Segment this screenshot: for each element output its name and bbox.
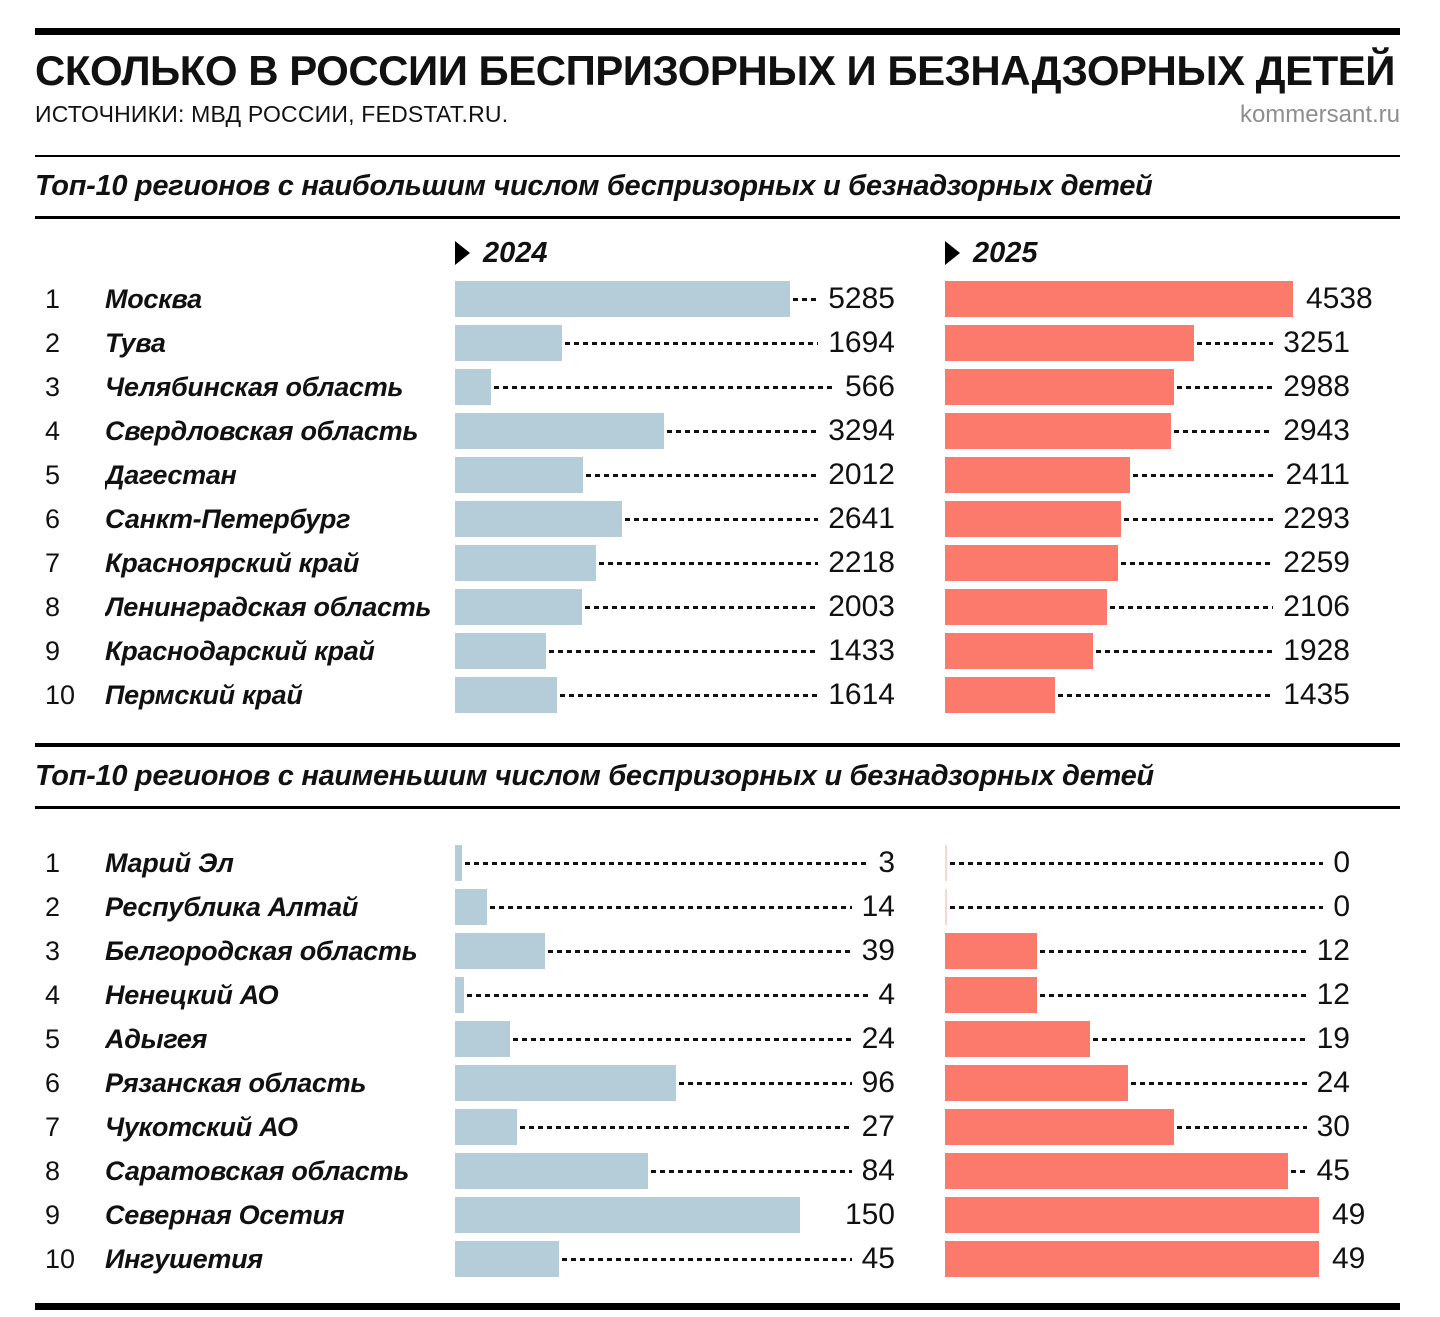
chart-cell-2025 (945, 1065, 1350, 1101)
rank-label: 5 (45, 1023, 61, 1054)
value-label-2024: 566 (844, 370, 895, 403)
leader-line (599, 562, 819, 565)
rank-label: 6 (45, 503, 61, 534)
rank-label: 2 (45, 327, 61, 358)
table-row (35, 673, 1400, 717)
leader-line (1291, 1170, 1306, 1173)
value-label-2025: 1435 (1283, 678, 1350, 711)
bar-2025 (945, 281, 1293, 317)
table-row (35, 885, 1400, 929)
table-row (35, 277, 1400, 321)
chart-cell-2025 (945, 1021, 1350, 1057)
leader-line (1177, 386, 1273, 389)
bar-2024 (455, 457, 583, 493)
table-row (35, 453, 1400, 497)
chart-rows-least (35, 841, 1400, 1281)
value-label-2024: 45 (861, 1242, 895, 1275)
chart-cell-2025 (945, 457, 1350, 493)
bar-2024 (455, 369, 491, 405)
bar-2024 (455, 501, 622, 537)
bar-2024 (455, 977, 464, 1013)
chart-cell-2025 (945, 281, 1373, 317)
table-row (35, 629, 1400, 673)
chart-top10-least (35, 743, 1400, 1281)
bar-2025 (945, 325, 1194, 361)
value-label-2024: 2218 (828, 546, 895, 579)
value-label-2025: 2943 (1283, 414, 1350, 447)
region-label: Пермский край (105, 679, 303, 710)
chart-cell-2025 (945, 1197, 1366, 1233)
value-label-2024: 150 (844, 1198, 895, 1231)
region-label: Ленинградская область (105, 591, 432, 622)
bar-2024 (455, 325, 562, 361)
section-header-most (35, 155, 1400, 219)
bar-2025 (945, 977, 1037, 1013)
region-label: Краснодарский край (105, 635, 375, 666)
leader-line (513, 1038, 851, 1041)
chart-cell-2024 (455, 1021, 895, 1057)
bar-2024 (455, 677, 557, 713)
leader-line (1058, 694, 1273, 697)
rank-label: 7 (45, 1111, 61, 1142)
bar-2025 (945, 633, 1093, 669)
bar-2024 (455, 1241, 559, 1277)
top-rule (35, 28, 1400, 35)
chart-cell-2025 (945, 413, 1350, 449)
value-label-2025: 12 (1316, 934, 1350, 967)
value-label-2024: 39 (861, 934, 895, 967)
bar-2025 (945, 501, 1121, 537)
bar-2024 (455, 1153, 648, 1189)
table-row (35, 1105, 1400, 1149)
chart-cell-2024 (455, 1109, 895, 1145)
chart-cell-2024 (455, 933, 895, 969)
bar-2024 (455, 281, 790, 317)
rank-label: 7 (45, 547, 61, 578)
chart-cell-2025 (945, 845, 1350, 881)
value-label-2025: 2259 (1283, 546, 1350, 579)
bar-2025 (945, 369, 1174, 405)
table-row (35, 321, 1400, 365)
rank-label: 3 (45, 371, 61, 402)
value-label-2025: 49 (1332, 1198, 1366, 1231)
region-label: Тува (105, 327, 166, 358)
value-label-2025: 24 (1316, 1066, 1350, 1099)
bar-2025 (945, 1109, 1174, 1145)
region-label: Красноярский край (105, 547, 360, 578)
value-label-2024: 24 (861, 1022, 895, 1055)
table-row (35, 1193, 1400, 1237)
bar-2025 (945, 933, 1037, 969)
value-label-2024: 2012 (828, 458, 895, 491)
value-label-2025: 0 (1333, 890, 1350, 923)
table-row (35, 541, 1400, 585)
table-row (35, 585, 1400, 629)
leader-line (1174, 430, 1274, 433)
bar-2025 (945, 1065, 1128, 1101)
chart-cell-2025 (945, 977, 1350, 1013)
table-row (35, 929, 1400, 973)
rank-label: 9 (45, 1199, 61, 1230)
chart-cell-2024 (455, 1065, 895, 1101)
value-label-2024: 1433 (828, 634, 895, 667)
value-label-2024: 1694 (828, 326, 895, 359)
bar-2024 (455, 545, 596, 581)
region-label: Республика Алтай (105, 891, 359, 922)
chart-cell-2024 (455, 845, 895, 881)
chart-cell-2024 (455, 325, 895, 361)
region-label: Чукотский АО (105, 1111, 298, 1142)
rank-label: 1 (45, 283, 61, 314)
value-label-2024: 14 (861, 890, 895, 923)
table-row (35, 1237, 1400, 1281)
bar-2024 (455, 589, 582, 625)
source-row (35, 101, 1400, 129)
region-label: Москва (105, 283, 202, 314)
value-label-2024: 4 (878, 978, 895, 1011)
chart-cell-2025 (945, 633, 1350, 669)
leader-line (679, 1082, 852, 1085)
play-triangle-icon (455, 241, 470, 265)
region-label: Челябинская область (105, 371, 404, 402)
table-row (35, 497, 1400, 541)
bar-2024 (455, 845, 462, 881)
value-label-2025: 0 (1333, 846, 1350, 879)
table-row (35, 409, 1400, 453)
chart-cell-2025 (945, 1241, 1366, 1277)
rank-label: 1 (45, 847, 61, 878)
value-label-2024: 2641 (828, 502, 895, 535)
rank-label: 4 (45, 415, 61, 446)
region-label: Рязанская область (105, 1067, 367, 1098)
region-label: Ингушетия (105, 1243, 263, 1274)
chart-cell-2025 (945, 933, 1350, 969)
rank-label: 6 (45, 1067, 61, 1098)
leader-line (625, 518, 818, 521)
chart-cell-2025 (945, 369, 1350, 405)
region-label: Свердловская область (105, 415, 419, 446)
rank-label: 9 (45, 635, 61, 666)
year-header-row (35, 235, 1400, 271)
section-header-least (35, 743, 1400, 809)
value-label-2024: 3 (878, 846, 895, 879)
chart-cell-2025 (945, 889, 1350, 925)
leader-line (585, 606, 818, 609)
section-title-least: Топ-10 регионов с наименьшим числом беспризорных и безнадзорных детей (35, 760, 1154, 792)
bar-2025 (945, 413, 1171, 449)
value-label-2024: 2003 (828, 590, 895, 623)
rank-label: 4 (45, 979, 61, 1010)
bottom-rule (35, 1303, 1400, 1310)
leader-line (1110, 606, 1274, 609)
sources-label: ИСТОЧНИКИ: МВД РОССИИ, FEDSTAT.RU. (35, 101, 509, 127)
leader-line (1093, 1038, 1307, 1041)
leader-line (1133, 474, 1276, 477)
region-label: Белгородская область (105, 935, 418, 966)
chart-cell-2024 (455, 1153, 895, 1189)
rank-label: 3 (45, 935, 61, 966)
table-row (35, 1149, 1400, 1193)
chart-cell-2025 (945, 1153, 1350, 1189)
rank-label: 10 (45, 679, 76, 710)
value-label-2024: 1614 (828, 678, 895, 711)
bar-2025 (945, 1197, 1319, 1233)
leader-line (562, 1258, 852, 1261)
chart-cell-2025 (945, 545, 1350, 581)
leader-line (565, 342, 818, 345)
rank-label: 8 (45, 1155, 61, 1186)
chart-cell-2024 (455, 589, 895, 625)
bar-2024 (455, 1197, 800, 1233)
region-label: Санкт-Петербург (105, 503, 351, 534)
bar-2024 (455, 1109, 517, 1145)
chart-cell-2024 (455, 1197, 895, 1233)
chart-cell-2024 (455, 677, 895, 713)
year-header-2024 (455, 237, 895, 270)
value-label-2025: 12 (1316, 978, 1350, 1011)
value-label-2025: 2411 (1285, 458, 1350, 491)
leader-line (520, 1126, 852, 1129)
region-label: Адыгея (105, 1023, 208, 1054)
leader-line (1124, 518, 1273, 521)
leader-line (560, 694, 818, 697)
value-label-2025: 19 (1316, 1022, 1350, 1055)
chart-cell-2025 (945, 501, 1350, 537)
value-label-2025: 2293 (1283, 502, 1350, 535)
bar-2024 (455, 633, 546, 669)
chart-top10-most (35, 155, 1400, 717)
leader-line (1121, 562, 1273, 565)
value-label-2024: 5285 (828, 282, 895, 315)
leader-line (548, 950, 852, 953)
leader-line (465, 862, 868, 865)
leader-line (494, 386, 835, 389)
value-label-2024: 3294 (828, 414, 895, 447)
bar-2025 (945, 545, 1118, 581)
chart-cell-2024 (455, 457, 895, 493)
leader-line (950, 906, 1323, 909)
chart-cell-2024 (455, 413, 895, 449)
bar-2025 (945, 1021, 1090, 1057)
leader-line (793, 298, 818, 301)
bar-2024 (455, 1021, 510, 1057)
chart-cell-2025 (945, 325, 1350, 361)
region-label: Ненецкий АО (105, 979, 279, 1010)
table-row (35, 365, 1400, 409)
bar-2025 (945, 457, 1130, 493)
leader-line (651, 1170, 851, 1173)
section-title-most: Топ-10 регионов с наибольшим числом беспризорных и безнадзорных детей (35, 170, 1153, 202)
value-label-2024: 84 (861, 1154, 895, 1187)
leader-line (490, 906, 851, 909)
chart-cell-2024 (455, 889, 895, 925)
value-label-2024: 96 (861, 1066, 895, 1099)
region-label: Марий Эл (105, 847, 234, 878)
leader-line (950, 862, 1323, 865)
leader-line (1040, 950, 1307, 953)
region-label: Дагестан (105, 459, 237, 490)
leader-line (1040, 994, 1307, 997)
chart-cell-2025 (945, 1109, 1350, 1145)
bar-2025 (945, 1241, 1319, 1277)
chart-cell-2024 (455, 545, 895, 581)
leader-line (467, 994, 868, 997)
chart-cell-2024 (455, 1241, 895, 1277)
rank-label: 8 (45, 591, 61, 622)
bar-2024 (455, 413, 664, 449)
value-label-2025: 1928 (1283, 634, 1350, 667)
chart-cell-2025 (945, 589, 1350, 625)
table-row (35, 1061, 1400, 1105)
value-label-2025: 3251 (1283, 326, 1350, 359)
chart-cell-2024 (455, 369, 895, 405)
table-row (35, 841, 1400, 885)
bar-2024 (455, 889, 487, 925)
rank-label: 10 (45, 1243, 76, 1274)
leader-line (1131, 1082, 1306, 1085)
leader-line (667, 430, 818, 433)
value-label-2025: 2988 (1283, 370, 1350, 403)
year-label-2024: 2024 (483, 236, 548, 269)
leader-line (1177, 1126, 1307, 1129)
value-label-2025: 4538 (1306, 282, 1373, 315)
rank-label: 5 (45, 459, 61, 490)
value-label-2025: 30 (1316, 1110, 1350, 1143)
chart-cell-2024 (455, 977, 895, 1013)
chart-cell-2024 (455, 501, 895, 537)
play-triangle-icon (945, 241, 960, 265)
bar-2025 (945, 677, 1055, 713)
rank-label: 2 (45, 891, 61, 922)
chart-cell-2024 (455, 281, 895, 317)
chart-cell-2025 (945, 677, 1350, 713)
year-header-2025 (945, 237, 1350, 270)
leader-line (1096, 650, 1273, 653)
value-label-2024: 27 (861, 1110, 895, 1143)
year-label-2025: 2025 (973, 236, 1038, 269)
page-title: СКОЛЬКО В РОССИИ БЕСПРИЗОРНЫХ И БЕЗНАДЗОРНЫХ ДЕТЕЙ (35, 47, 1395, 94)
leader-line (1197, 342, 1273, 345)
chart-cell-2024 (455, 633, 895, 669)
bar-2024 (455, 1065, 676, 1101)
brand-link[interactable]: kommersant.ru (1239, 101, 1400, 128)
leader-line (586, 474, 819, 477)
table-row (35, 1017, 1400, 1061)
region-label: Северная Осетия (105, 1199, 345, 1230)
table-row (35, 973, 1400, 1017)
bar-2025 (945, 845, 947, 881)
value-label-2025: 2106 (1283, 590, 1350, 623)
bar-2025 (945, 589, 1107, 625)
region-label: Саратовская область (105, 1155, 409, 1186)
bar-2025 (945, 889, 947, 925)
leader-line (549, 650, 818, 653)
value-label-2025: 49 (1332, 1242, 1366, 1275)
chart-rows-most (35, 277, 1400, 717)
bar-2025 (945, 1153, 1288, 1189)
bar-2024 (455, 933, 545, 969)
value-label-2025: 45 (1316, 1154, 1350, 1187)
